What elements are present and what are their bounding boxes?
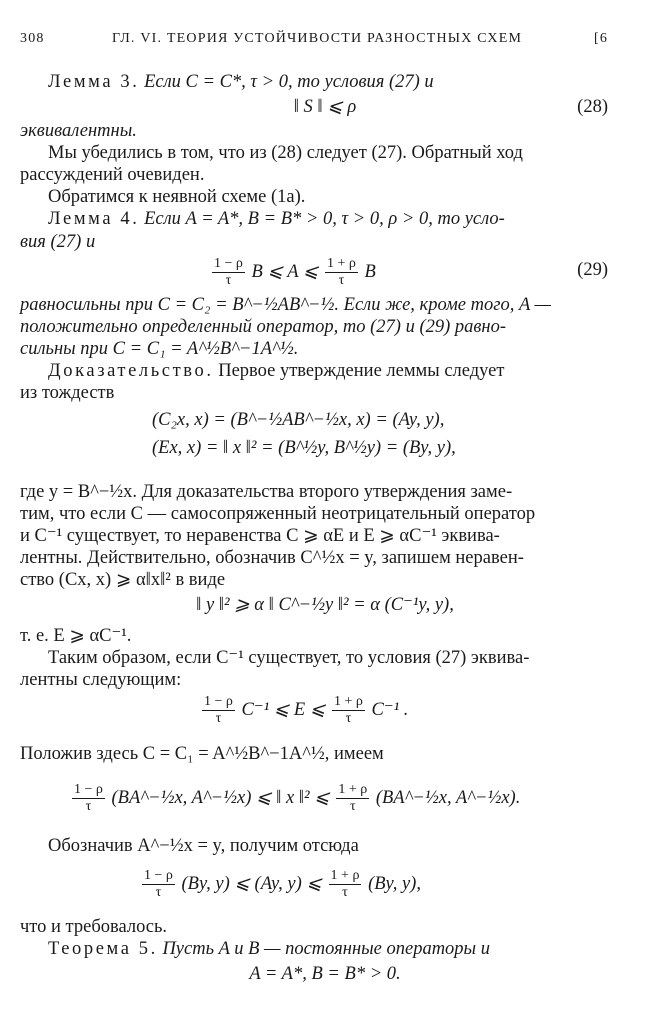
lemma4-statement-2: вия (27) и (20, 232, 96, 252)
lemma4-after-3: сильны при C = C₁ = A^½B^−1A^½. (20, 339, 299, 359)
proof-para-3: и C⁻¹ существует, то неравенства C ⩾ αE и E ⩾ αC⁻¹ эквива- (20, 526, 500, 546)
lemma3-label: Лемма 3. (48, 72, 140, 92)
eq-number-29: (29) (577, 260, 608, 280)
proof-text-1: Первое утверждение леммы следует (218, 361, 505, 381)
inequality-1: ‖ y ‖² ⩾ α ‖ C^−½y ‖² = α (C⁻¹y, y), (196, 595, 454, 615)
eq-number-28: (28) (577, 97, 608, 117)
identity-2: (Ex, x) = ‖ x ‖² = (B^½y, B^½y) = (By, y), (152, 438, 456, 458)
proof-para-1: где y = B^−½x. Для доказательства второго утверждения заме- (20, 482, 513, 502)
proof-label: Доказательство. (48, 361, 214, 381)
proof-line1 (48, 359, 504, 383)
para1-line1: Мы убедились в том, что из (28) следует (27). Обратный ход (48, 143, 523, 163)
oboznachiv-line: Обозначив A^−½x = y, получим отсюда (48, 836, 359, 856)
fraction: $\frac{1 + \rho}{\tau}$ (330, 868, 360, 901)
te-line: т. е. E ⩾ αC⁻¹. (20, 626, 132, 646)
theorem5-line (48, 937, 490, 961)
proof-text-2: из тождеств (20, 383, 115, 403)
inequality-3: $\frac{1 - \rho}{\tau}$ (BA^−½x, A^−½x) ⩽ ‖ x ‖² ⩽ $\frac{1 + \rho}{\tau}$ (BA^−½x, A^−½x). (74, 782, 521, 815)
identity-1: (C₂x, x) = (B^−½AB^−½x, x) = (Ay, y), (152, 410, 445, 430)
lemma4-after-2: положительно определенный оператор, то (27) и (29) равно- (20, 317, 507, 337)
page-number: 308 (20, 31, 45, 46)
inequality-2: $\frac{1 - \rho}{\tau}$ C⁻¹ ⩽ E ⩽ $\frac{1 + \rho}{\tau}$ C⁻¹ . (204, 694, 409, 727)
fraction: $\frac{1 - \rho}{\tau}$ (144, 868, 173, 901)
fraction: $\frac{1 - \rho}{\tau}$ (204, 694, 233, 727)
polozhiv-line: Положив здесь C = C₁ = A^½B^−1A^½, имеем (20, 744, 384, 764)
proof-para2-1: Таким образом, если C⁻¹ существует, то условия (27) эквива- (48, 648, 530, 668)
para2: Обратимся к неявной схеме (1а). (48, 187, 306, 207)
lemma4-label: Лемма 4. (48, 209, 140, 229)
fraction: $\frac{1 + \rho}{\tau}$ (326, 256, 356, 289)
lemma3-line (48, 70, 434, 94)
proof-para2-2: лентны следующим: (20, 670, 182, 690)
para1-line2: рассуждений очевиден. (20, 165, 205, 185)
theorem5-formula: A = A*, B = B* > 0. (249, 964, 401, 984)
lemma4-statement-1: Если A = A*, B = B* > 0, τ > 0, ρ > 0, то усло- (144, 209, 505, 229)
lemma3-tail: эквивалентны. (20, 121, 137, 141)
fraction: $\frac{1 + \rho}{\tau}$ (338, 782, 368, 815)
proof-para-2: тим, что если C — самосопряженный неотрицательный оператор (20, 504, 536, 524)
inequality-4: $\frac{1 - \rho}{\tau}$ (By, y) ⩽ (Ay, y) ⩽ $\frac{1 + \rho}{\tau}$ (By, y), (144, 868, 421, 901)
section-number: [6 (594, 31, 609, 46)
running-title: ГЛ. VI. ТЕОРИЯ УСТОЙЧИВОСТИ РАЗНОСТНЫХ СХЕМ (112, 31, 523, 46)
fraction: $\frac{1 + \rho}{\tau}$ (333, 694, 363, 727)
proof-para-4: лентны. Действительно, обозначив C^½x = y, запишем неравен- (20, 548, 524, 568)
formula-29: $\frac{1 - \rho}{\tau}$ B ⩽ A ⩽ $\frac{1 + \rho}{\tau}$ B (214, 256, 376, 289)
fraction: $\frac{1 - \rho}{\tau}$ (214, 256, 243, 289)
lemma4-line1 (48, 207, 505, 231)
fraction: $\frac{1 - \rho}{\tau}$ (74, 782, 103, 815)
theorem5-statement: Пусть A и B — постоянные операторы и (162, 939, 490, 959)
theorem5-label: Теорема 5. (48, 939, 158, 959)
lemma3-formula: ‖ S ‖ ⩽ ρ (293, 97, 357, 117)
proof-para-5: ство (Cx, x) ⩾ α‖x‖² в виде (20, 570, 226, 590)
lemma4-after-1: равносильны при C = C₂ = B^−½AB^−½. Если же, кроме того, A — (20, 295, 552, 315)
proof-end: что и требовалось. (20, 917, 168, 937)
lemma3-statement: Если C = C*, τ > 0, то условия (27) и (144, 72, 434, 92)
